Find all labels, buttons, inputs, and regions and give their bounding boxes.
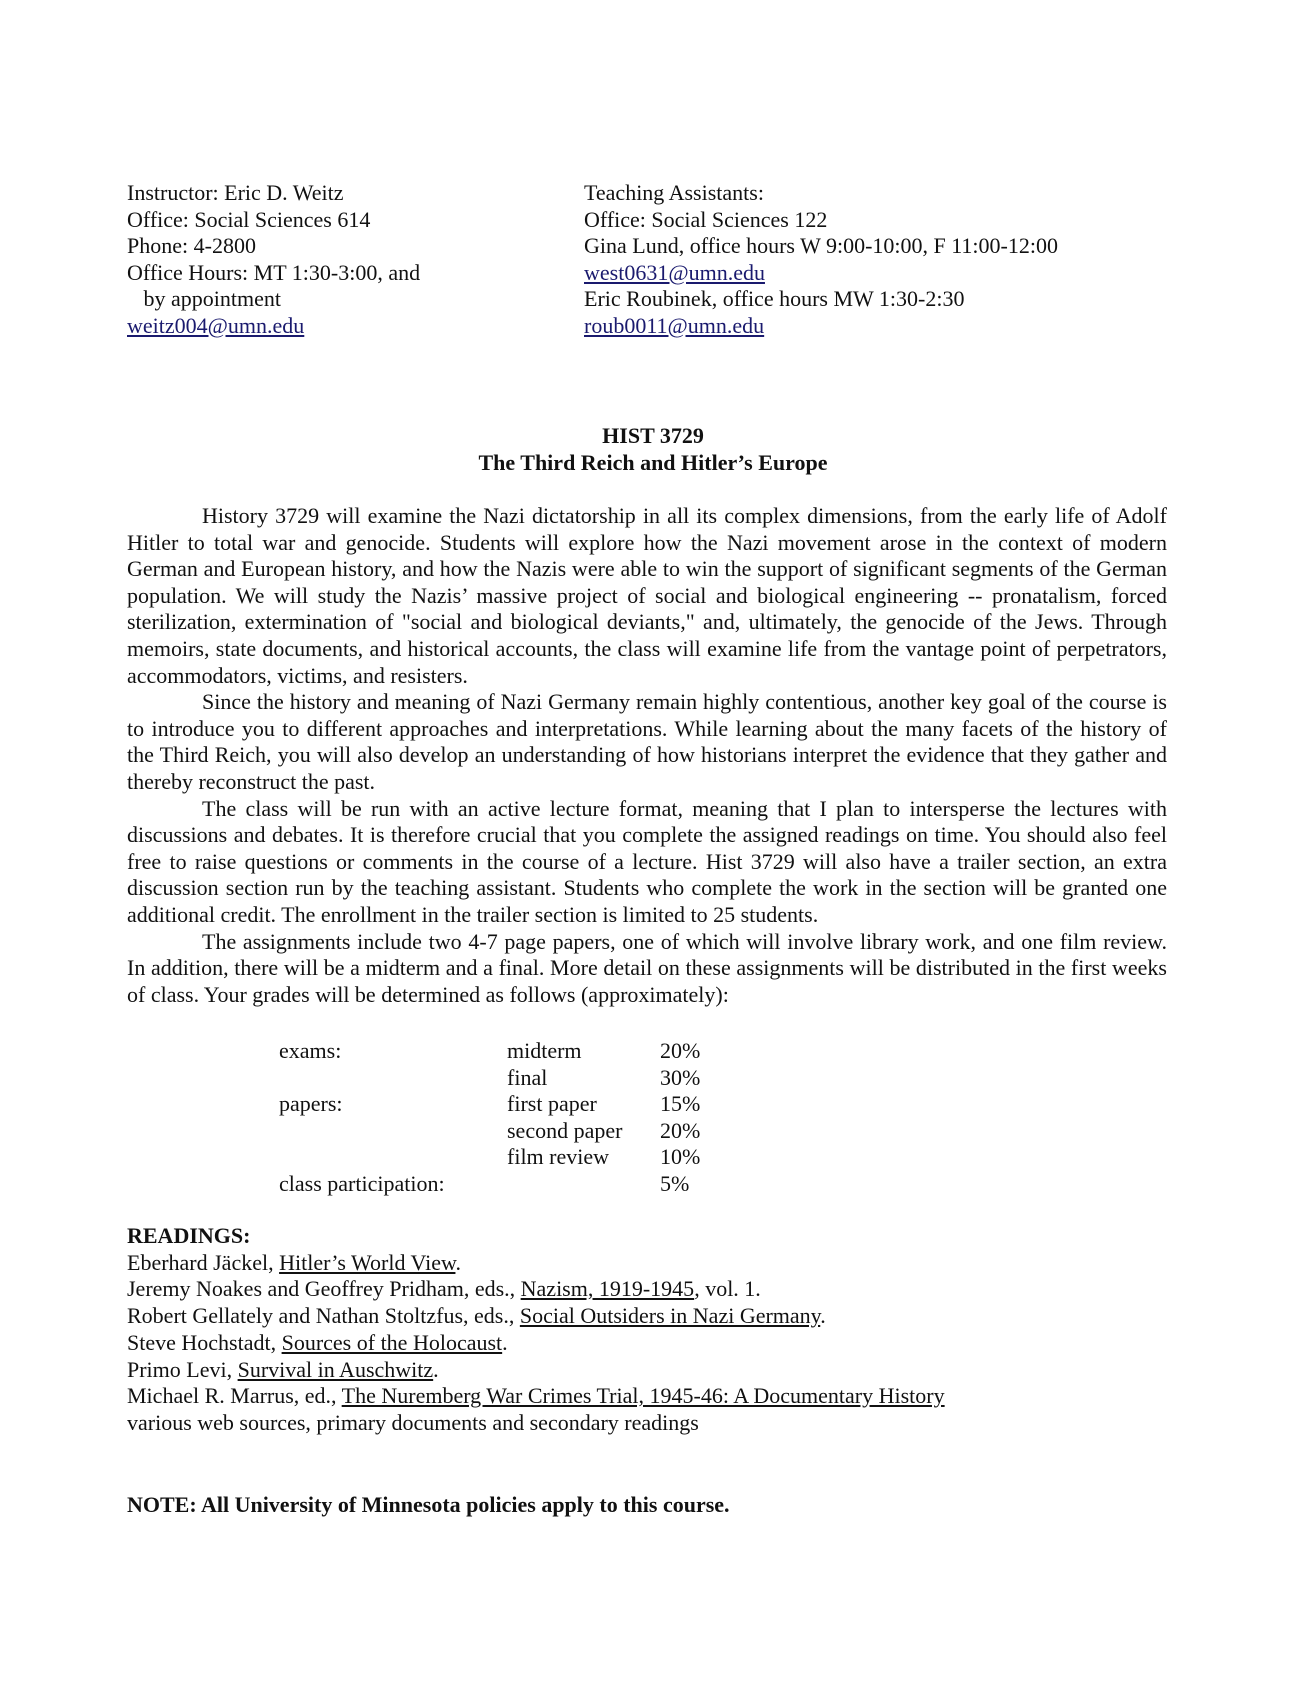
reading-title: Social Outsiders in Nazi Germany xyxy=(519,1303,821,1329)
instructor-hours: Office Hours: MT 1:30-3:00, and xyxy=(127,259,421,285)
reading-title: Hitler’s World View xyxy=(279,1249,456,1275)
reading-suffix: . xyxy=(433,1356,439,1382)
ta1-email-link[interactable]: west0631@umn.edu xyxy=(584,259,765,285)
reading-title: Sources of the Holocaust xyxy=(281,1329,503,1355)
reading-item xyxy=(127,1383,945,1410)
readings-heading: READINGS: xyxy=(127,1223,251,1248)
reading-item xyxy=(127,1330,945,1357)
reading-suffix: . xyxy=(502,1329,508,1355)
reading-item xyxy=(127,1303,945,1330)
reading-title: Nazism, 1919-1945 xyxy=(520,1276,695,1302)
grade-category: exams: xyxy=(279,1038,342,1063)
grade-item: film review xyxy=(507,1144,610,1170)
description-paragraph: The assignments include two 4-7 page papers, one of which will involve library work, and one film review. In addition, there will be a midterm and a final. More detail on these assignments will be distributed in the first weeks of class. Your grades will be determined as follows (approximately): xyxy=(127,928,1167,1007)
course-title: The Third Reich and Hitler’s Europe xyxy=(478,450,828,475)
grade-item: final xyxy=(507,1064,548,1090)
reading-suffix: . xyxy=(455,1249,461,1275)
readings-extra: various web sources, primary documents and secondary readings xyxy=(127,1409,699,1435)
instructor-info xyxy=(127,180,420,339)
reading-suffix: , vol. 1. xyxy=(694,1276,761,1302)
instructor-phone: Phone: 4-2800 xyxy=(127,233,256,258)
course-description xyxy=(127,503,1167,1008)
grade-percent: 15% xyxy=(660,1091,701,1117)
reading-author: Steve Hochstadt, xyxy=(127,1329,282,1355)
policy-note: NOTE: All University of Minnesota policies apply to this course. xyxy=(127,1492,730,1517)
grade-category: class participation: xyxy=(279,1170,445,1196)
description-paragraph: The class will be run with an active lecture format, meaning that I plan to intersperse the lectures with discussions and debates. It is therefore crucial that you complete the assigned readings on time. You should also feel free to raise questions or comments in the course of a lecture. Hist 3729 will also have a trailer section, an extra discussion section run by the teaching assistant. Students who complete the work in the section will be granted one additional credit. The enrollment in the trailer section is limited to 25 students. xyxy=(127,795,1167,927)
reading-title: The Nuremberg War Crimes Trial, 1945-46: A Documentary History xyxy=(341,1383,945,1409)
reading-author: Michael R. Marrus, ed., xyxy=(127,1383,342,1409)
course-heading xyxy=(0,422,1306,476)
grade-percent: 20% xyxy=(660,1117,701,1143)
description-paragraph: History 3729 will examine the Nazi dictatorship in all its complex dimensions, from the early life of Adolf Hitler to total war and genocide. Students will explore how the Nazi movement arose in the context of modern German and European history, and how the Nazis were able to win the support of significant segments of the German population. We will study the Nazis’ massive project of social and biological engineering -- pronatalism, forced sterilization, extermination of "social and biological deviants," and, ultimately, the genocide of the Jews. Through memoirs, state documents, and historical accounts, the class will examine life from the vantage point of perpetrators, accommodators, victims, and resisters. xyxy=(127,503,1167,688)
ta-heading: Teaching Assistants: xyxy=(584,180,764,205)
instructor-hours-appointment: by appointment xyxy=(127,286,281,311)
grade-percent: 20% xyxy=(660,1038,701,1063)
reading-author: Jeremy Noakes and Geoffrey Pridham, eds., xyxy=(127,1276,521,1302)
grade-item: midterm xyxy=(507,1038,582,1063)
ta-office: Office: Social Sciences 122 xyxy=(584,206,828,232)
course-number: HIST 3729 xyxy=(602,423,704,448)
ta2-email-link[interactable]: roub0011@umn.edu xyxy=(584,312,765,338)
reading-item xyxy=(127,1250,945,1277)
ta-info xyxy=(584,180,1058,339)
instructor-name: Instructor: Eric D. Weitz xyxy=(127,180,344,205)
grade-item: second paper xyxy=(507,1117,623,1143)
reading-title: Survival in Auschwitz xyxy=(237,1356,434,1382)
ta1-hours: Gina Lund, office hours W 9:00-10:00, F 11:00-12:00 xyxy=(584,233,1058,258)
reading-suffix: . xyxy=(820,1303,826,1329)
grade-category: papers: xyxy=(279,1091,343,1117)
ta2-hours: Eric Roubinek, office hours MW 1:30-2:30 xyxy=(584,286,965,311)
reading-item xyxy=(127,1276,945,1303)
instructor-office: Office: Social Sciences 614 xyxy=(127,206,371,232)
instructor-email-link[interactable]: weitz004@umn.edu xyxy=(127,312,305,338)
reading-author: Robert Gellately and Nathan Stoltzfus, eds., xyxy=(127,1303,520,1329)
grade-percent: 10% xyxy=(660,1144,701,1170)
grade-item: first paper xyxy=(507,1091,597,1117)
grade-percent: 5% xyxy=(660,1170,690,1196)
description-paragraph: Since the history and meaning of Nazi Germany remain highly contentious, another key goal of the course is to introduce you to different approaches and interpretations. While learning about the many facets of the history of the Third Reich, you will also develop an understanding of how historians interpret the evidence that they gather and thereby reconstruct the past. xyxy=(127,689,1167,794)
readings-section xyxy=(127,1223,945,1437)
reading-author: Primo Levi, xyxy=(127,1356,238,1382)
grade-percent: 30% xyxy=(660,1064,701,1090)
reading-author: Eberhard Jäckel, xyxy=(127,1249,280,1275)
reading-item xyxy=(127,1357,945,1384)
